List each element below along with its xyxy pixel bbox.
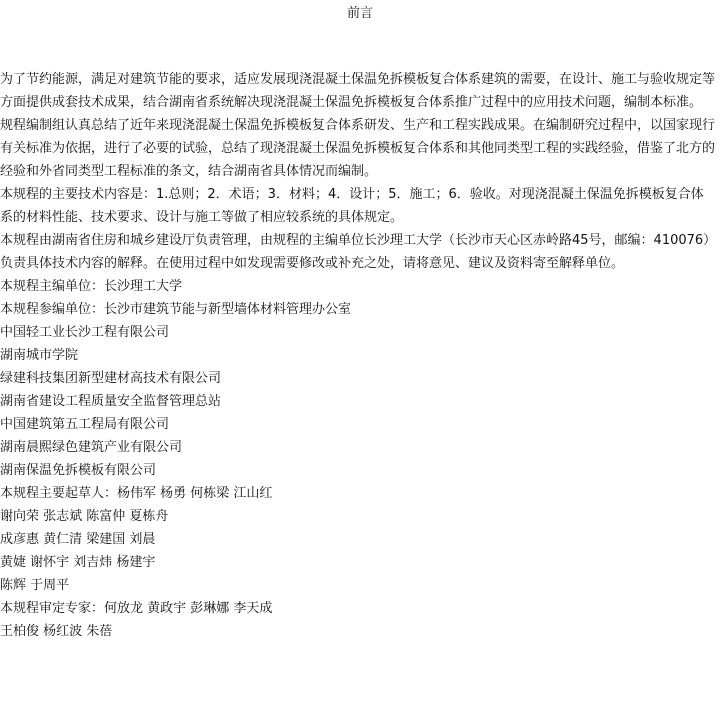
participating-unit: 湖南保温免拆模板有限公司 — [0, 463, 157, 478]
participating-unit: 绿建科技集团新型建材高技术有限公司 — [0, 371, 222, 386]
participating-unit: 湖南省建设工程质量安全监督管理总站 — [0, 394, 222, 409]
drafters-line: 陈辉 于周平 — [0, 578, 70, 593]
drafters-line: 成彦惠 黄仁清 梁建国 刘晨 — [0, 532, 156, 547]
drafters-line: 谢向荣 张志斌 陈富仲 夏栋舟 — [0, 509, 169, 524]
page-title: 前言 — [346, 6, 373, 21]
drafters-line: 黄婕 谢怀宇 刘吉炜 杨建宇 — [0, 555, 156, 570]
paragraph-management: 本规程由湖南省住房和城乡建设厅负责管理，由规程的主编单位长沙理工大学（长沙市天心区赤岭路45号，邮编：410076）负责具体技术内容的解释。在使用过程中如发现需要修改或补充之处，请将意见、建议及资料寄至解释单位。 — [0, 233, 710, 271]
reviewers-heading: 本规程审定专家：何放龙 黄政宇 彭琳娜 李天成 — [0, 601, 273, 616]
participating-unit: 中国轻工业长沙工程有限公司 — [0, 325, 170, 340]
participating-units-heading: 本规程参编单位：长沙市建筑节能与新型墙体材料管理办公室 — [0, 302, 352, 317]
participating-unit: 湖南晨熙绿色建筑产业有限公司 — [0, 440, 183, 455]
drafters-heading: 本规程主要起草人：杨伟军 杨勇 何栋梁 江山红 — [0, 486, 273, 501]
paragraph-purpose: 为了节约能源，满足对建筑节能的要求，适应发展现浇混凝土保温免拆模板复合体系建筑的需要，在设计、施工与验收规定等方面提供成套技术成果，结合湖南省系统解决现浇混凝土保温免拆模板复合体系推广过程中的应用技术问题，编制本标准。 — [0, 72, 716, 110]
document-body — [0, 68, 716, 643]
paragraph-compilation: 规程编制组认真总结了近年来现浇混凝土保温免拆模板复合体系研发、生产和工程实践成果。在编制研究过程中，以国家现行有关标准为依据，进行了必要的试验，总结了现浇混凝土保温免拆模板复合体系和其他同类型工程的实践经验，借鉴了北方的经验和外省同类型工程标准的条文，结合湖南省具体情况而编制。 — [0, 118, 716, 179]
chief-editor-unit: 本规程主编单位：长沙理工大学 — [0, 279, 183, 294]
participating-unit: 湖南城市学院 — [0, 348, 79, 363]
reviewers-line: 王柏俊 杨红波 朱蓓 — [0, 624, 113, 639]
paragraph-main-content: 本规程的主要技术内容是：1.总则；2．术语；3．材料；4．设计；5．施工；6．验收。对现浇混凝土保温免拆模板复合体系的材料性能、技术要求、设计与施工等做了相应较系统的具体规定。 — [0, 187, 704, 225]
participating-unit: 中国建筑第五工程局有限公司 — [0, 417, 170, 432]
